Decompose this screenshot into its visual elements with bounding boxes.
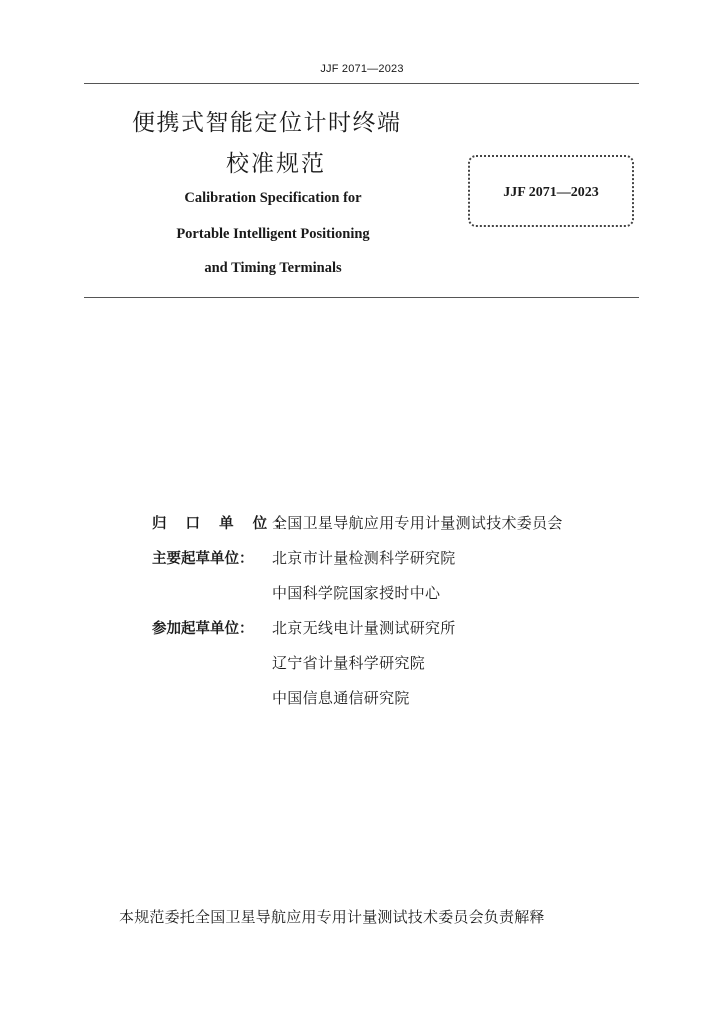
title-english-line-2: Portable Intelligent Positioning — [176, 226, 370, 242]
participating-unit: 北京无线电计量测试研究所 — [272, 619, 456, 637]
unit-row-main-drafting-1 — [152, 547, 563, 582]
title-chinese-line-2: 校准规范 — [226, 151, 326, 177]
unit-row-participating-1 — [152, 617, 563, 652]
header-rule — [84, 83, 639, 84]
unit-row-participating-3 — [152, 687, 563, 722]
participating-label: 参加起草单位： — [152, 621, 254, 637]
title-english-line-3: and Timing Terminals — [204, 260, 342, 276]
main-drafting-unit: 北京市计量检测科学研究院 — [272, 549, 456, 567]
title-bottom-rule — [84, 297, 639, 298]
drafting-units — [152, 512, 563, 722]
footer-interpretation-note: 本规范委托全国卫星导航应用专用计量测试技术委员会负责解释 — [119, 908, 545, 926]
title-english-line-1: Calibration Specification for — [184, 190, 362, 206]
responsible-unit-label: 归 口 单 位： — [152, 516, 296, 532]
standard-code-box — [468, 155, 634, 227]
main-drafting-unit: 中国科学院国家授时中心 — [272, 584, 441, 602]
unit-row-responsible — [152, 512, 563, 547]
title-chinese-line-1: 便携式智能定位计时终端 — [132, 110, 402, 136]
unit-row-participating-2 — [152, 652, 563, 687]
participating-unit: 辽宁省计量科学研究院 — [272, 654, 426, 672]
standard-code-box-text: JJF 2071—2023 — [503, 185, 599, 200]
unit-row-main-drafting-2 — [152, 582, 563, 617]
main-drafting-label: 主要起草单位： — [152, 551, 254, 567]
header-standard-code: JJF 2071—2023 — [320, 63, 404, 75]
participating-unit: 中国信息通信研究院 — [272, 689, 410, 707]
responsible-unit-value: 全国卫星导航应用专用计量测试技术委员会 — [272, 514, 563, 532]
